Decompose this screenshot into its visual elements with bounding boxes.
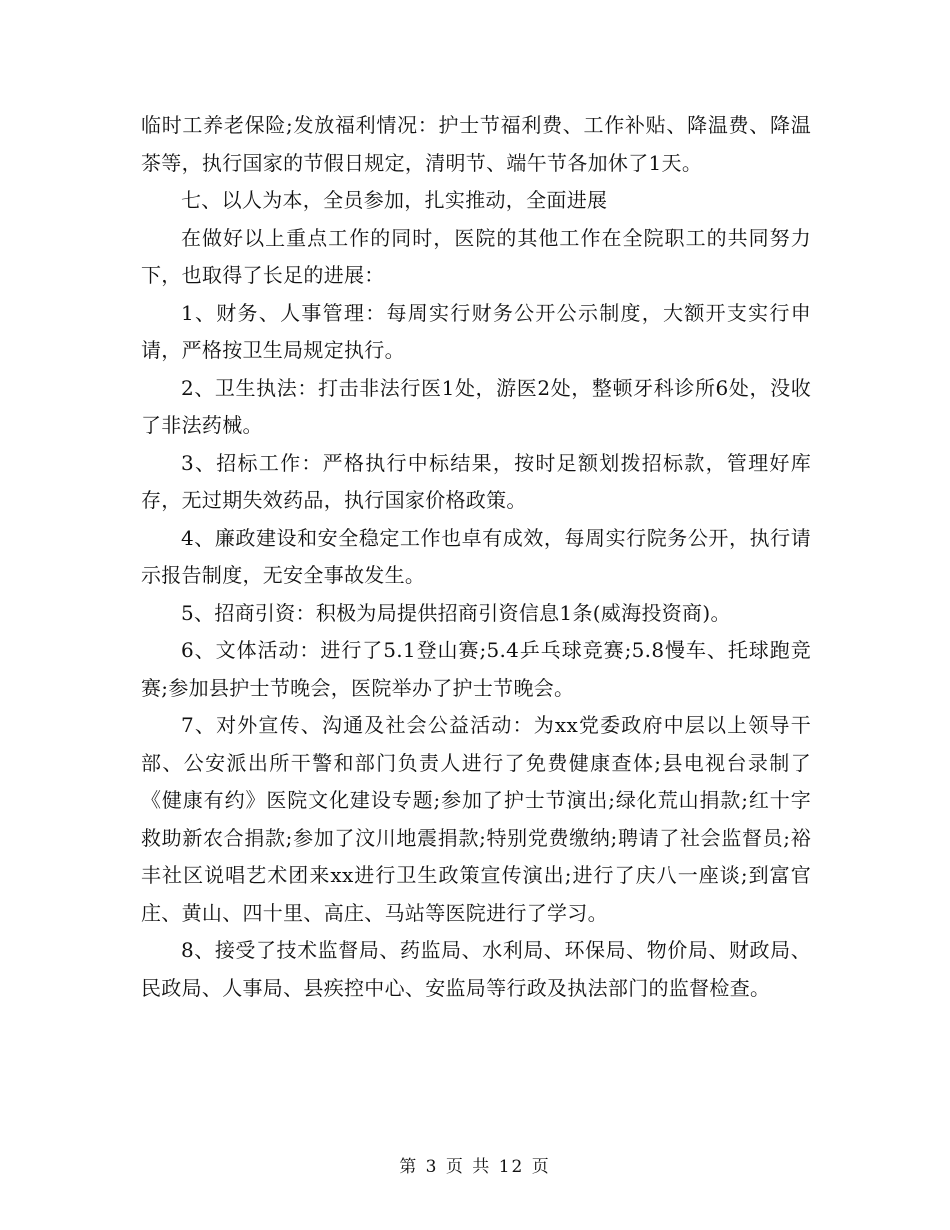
- list-item: 5、招商引资：积极为局提供招商引资信息1条(威海投资商)。: [181, 600, 731, 625]
- section-heading: 七、以人为本，全员参加，扎实推动，全面进展: [181, 188, 608, 212]
- paragraph: 临时工养老保险;发放福利情况：护士节福利费、工作补贴、降温费、降温茶等，执行国家的节假日规定，清明节、端午节各加休了1天。: [141, 113, 811, 175]
- list-item: 2、卫生执法：打击非法行医1处，游医2处，整顿牙科诊所6处，没收了非法药械。: [141, 375, 811, 437]
- list-item: 7、对外宣传、沟通及社会公益活动：为xx党委政府中层以上领导干部、公安派出所干警和部门负责人进行了免费健康查体;县电视台录制了《健康有约》医院文化建设专题;参加了护士节演出;绿化荒山捐款;红十字救助新农合捐款;参加了汶川地震捐款;特别党费缴纳;聘请了社会监督员;裕丰社区说唱艺术团来xx进行卫生政策宣传演出;进行了庆八一座谈;到富官庄、黄山、四十里、高庄、马站等医院进行了学习。: [141, 713, 811, 925]
- page-number-footer: 第 3 页 共 12 页: [399, 1157, 551, 1177]
- list-item: 4、廉政建设和安全稳定工作也卓有成效，每周实行院务公开，执行请示报告制度，无安全事故发生。: [141, 525, 811, 587]
- document-body: [141, 107, 811, 1007]
- list-item: 3、招标工作：严格执行中标结果，按时足额划拨招标款，管理好库存，无过期失效药品，执行国家价格政策。: [141, 450, 811, 512]
- paragraph: 在做好以上重点工作的同时，医院的其他工作在全院职工的共同努力下，也取得了长足的进展：: [141, 225, 811, 287]
- list-item: 8、接受了技术监督局、药监局、水利局、环保局、物价局、财政局、民政局、人事局、县疾控中心、安监局等行政及执法部门的监督检查。: [141, 938, 811, 1000]
- list-item: 1、财务、人事管理：每周实行财务公开公示制度，大额开支实行申请，严格按卫生局规定执行。: [141, 300, 811, 362]
- list-item: 6、文体活动：进行了5.1登山赛;5.4乒乓球竞赛;5.8慢车、托球跑竞赛;参加县护士节晚会，医院举办了护士节晚会。: [141, 638, 811, 700]
